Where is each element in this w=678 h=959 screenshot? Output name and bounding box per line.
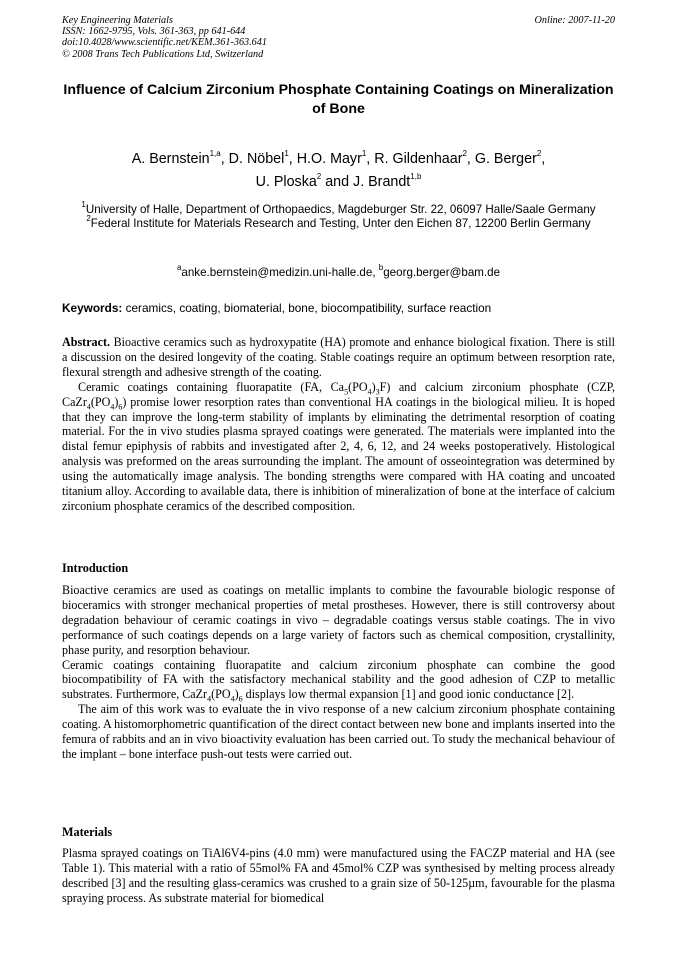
keywords-text: ceramics, coating, biomaterial, bone, biocompatibility, surface reaction	[122, 301, 492, 315]
author: , G. Berger	[466, 151, 537, 167]
author: , R. Gildenhaar	[366, 151, 463, 167]
online-date: Online: 2007-11-20	[534, 15, 615, 26]
email-marker: b	[378, 263, 384, 273]
journal-name: Key Engineering Materials	[62, 15, 173, 26]
copyright-line: © 2008 Trans Tech Publications Ltd, Switzerland	[62, 48, 264, 60]
email-link[interactable]: anke.bernstein@medizin.uni-halle.de,	[181, 266, 379, 279]
doi-line: doi:10.4028/www.scientific.net/KEM.361-363.641	[62, 37, 267, 49]
intro-paragraph-2: Ceramic coatings containing fluorapatite and calcium zirconium phosphate can combine the good biocompatibility of FA with the satisfactory mechanical stability and the good adhesion of CZP to metallic substrates. Furthermore, $CaZr_4(PO_4)_6$ displays low thermal expansion [1] and good ionic conductance [2].	[62, 657, 615, 704]
paper-title: Influence of Calcium Zirconium Phosphate Containing Coatings on Mineralization of Bone	[63, 82, 614, 117]
affiliation-marker: 2	[86, 214, 91, 224]
abstract-paragraph: Bioactive ceramics such as hydroxypatite (HA) promote and enhance biological fixation. There is still a discussion on the desired longevity of the coating. Stable coatings require an optimum between resorption rate, flexural strength and adhesive strength of the coating.	[62, 335, 615, 379]
author-superscript: 2	[536, 149, 542, 159]
author-list	[62, 148, 615, 194]
affiliation-1	[62, 200, 615, 217]
author: U. Ploska	[255, 174, 317, 190]
email-marker: a	[176, 263, 182, 273]
author-emails	[62, 263, 615, 280]
keywords	[62, 301, 615, 315]
section-heading-introduction: Introduction	[62, 561, 129, 575]
section-heading-materials: Materials	[62, 825, 113, 839]
keywords-label: Keywords:	[62, 301, 123, 315]
affiliation-marker: 1	[81, 200, 86, 210]
author-separator: ,	[541, 151, 546, 167]
intro-paragraph-3: The aim of this work was to evaluate the in vivo response of a new calcium zirconium phosphate containing coating. A histomorphometric quantification of the direct contact between new bone and implants inserted into the femura of rabbits and an in vivo bioactivity evaluation has been carried out. To study the mechanical behaviour of the implant – bone interface push-out tests were carried out.	[62, 702, 615, 761]
materials-paragraph-1: Plasma sprayed coatings on TiAl6V4-pins (4.0 mm) were manufactured using the FACZP material and HA (see Table 1). This material with a ratio of 55mol% FA and 45mol% CZP was synthesised by melting process already described [3] and the resulting glass-ceramics was crushed to a grain size of 50-125µm, favourable for the plasma spraying process. As substrate material for biomedical	[62, 846, 615, 905]
author-superscript: 1,a	[209, 149, 221, 159]
materials-body	[62, 846, 615, 906]
email-link[interactable]: georg.berger@bam.de	[383, 266, 501, 279]
abstract-paragraph-2: Ceramic coatings containing fluorapatite (FA, $Ca_5(PO_4)_3F$) and calcium zirconium phosphate (CZP, $CaZr_4(PO_4)_6$) promise lower resorption rates than conventional HA coatings in the biological milieu. It is hoped that they can improve the long-term stability of implants by eliminating the detrimental resorption of coating material. For the in vivo studies plasma sprayed coatings were generated. The materials were implanted into the distal femur epiphysis of rabbits and investigated after 2, 4, 6, 12, and 24 weeks postoperatively. Histological analysis was preformed on the areas surrounding the implant. The amount of osseointegration was determined by using the automatically image analysis. The bonding strengths were compared with HA coating and uncoated titanium alloy. According to available data, there is inhibition of mineralization of bone at the interface of calcium zirconium phosphate ceramics of the described composition.	[62, 379, 615, 513]
journal-header	[62, 15, 615, 60]
author: , H.O. Mayr	[288, 151, 362, 167]
affiliations	[62, 200, 615, 231]
author-superscript: 2	[316, 172, 322, 182]
author: A. Bernstein	[131, 151, 210, 167]
introduction-body	[62, 583, 615, 762]
abstract-label: Abstract.	[62, 335, 111, 349]
author: , D. Nöbel	[220, 151, 285, 167]
author-superscript: 2	[462, 149, 467, 159]
author: and J. Brandt	[321, 174, 411, 190]
issn-line: ISSN: 1662-9795, Vols. 361-363, pp 641-644	[62, 26, 246, 38]
affiliation-text: Federal Institute for Materials Research and Testing, Unter den Eichen 87, 12200 Berlin Germany	[90, 217, 591, 231]
affiliation-2	[62, 214, 615, 231]
affiliation-text: University of Halle, Department of Orthopaedics, Magdeburger Str. 22, 06097 Halle/Saale Germany	[85, 203, 596, 216]
abstract	[62, 335, 615, 514]
author-superscript: 1,b	[410, 172, 422, 182]
author-superscript: 1	[284, 149, 289, 159]
author-superscript: 1	[361, 149, 367, 159]
intro-paragraph-1: Bioactive ceramics are used as coatings on metallic implants to combine the favourable biologic response of bioceramics with stronger mechanical properties of metal prostheses. However, there is still controversy about degradation behaviour of ceramic coatings in vivo – degradable coatings versus stable coatings. The in vivo performance of such coatings depends on a large variety of factors such as chemical composition, crystallinity, phase purity, and resorption behaviour.	[62, 583, 615, 657]
